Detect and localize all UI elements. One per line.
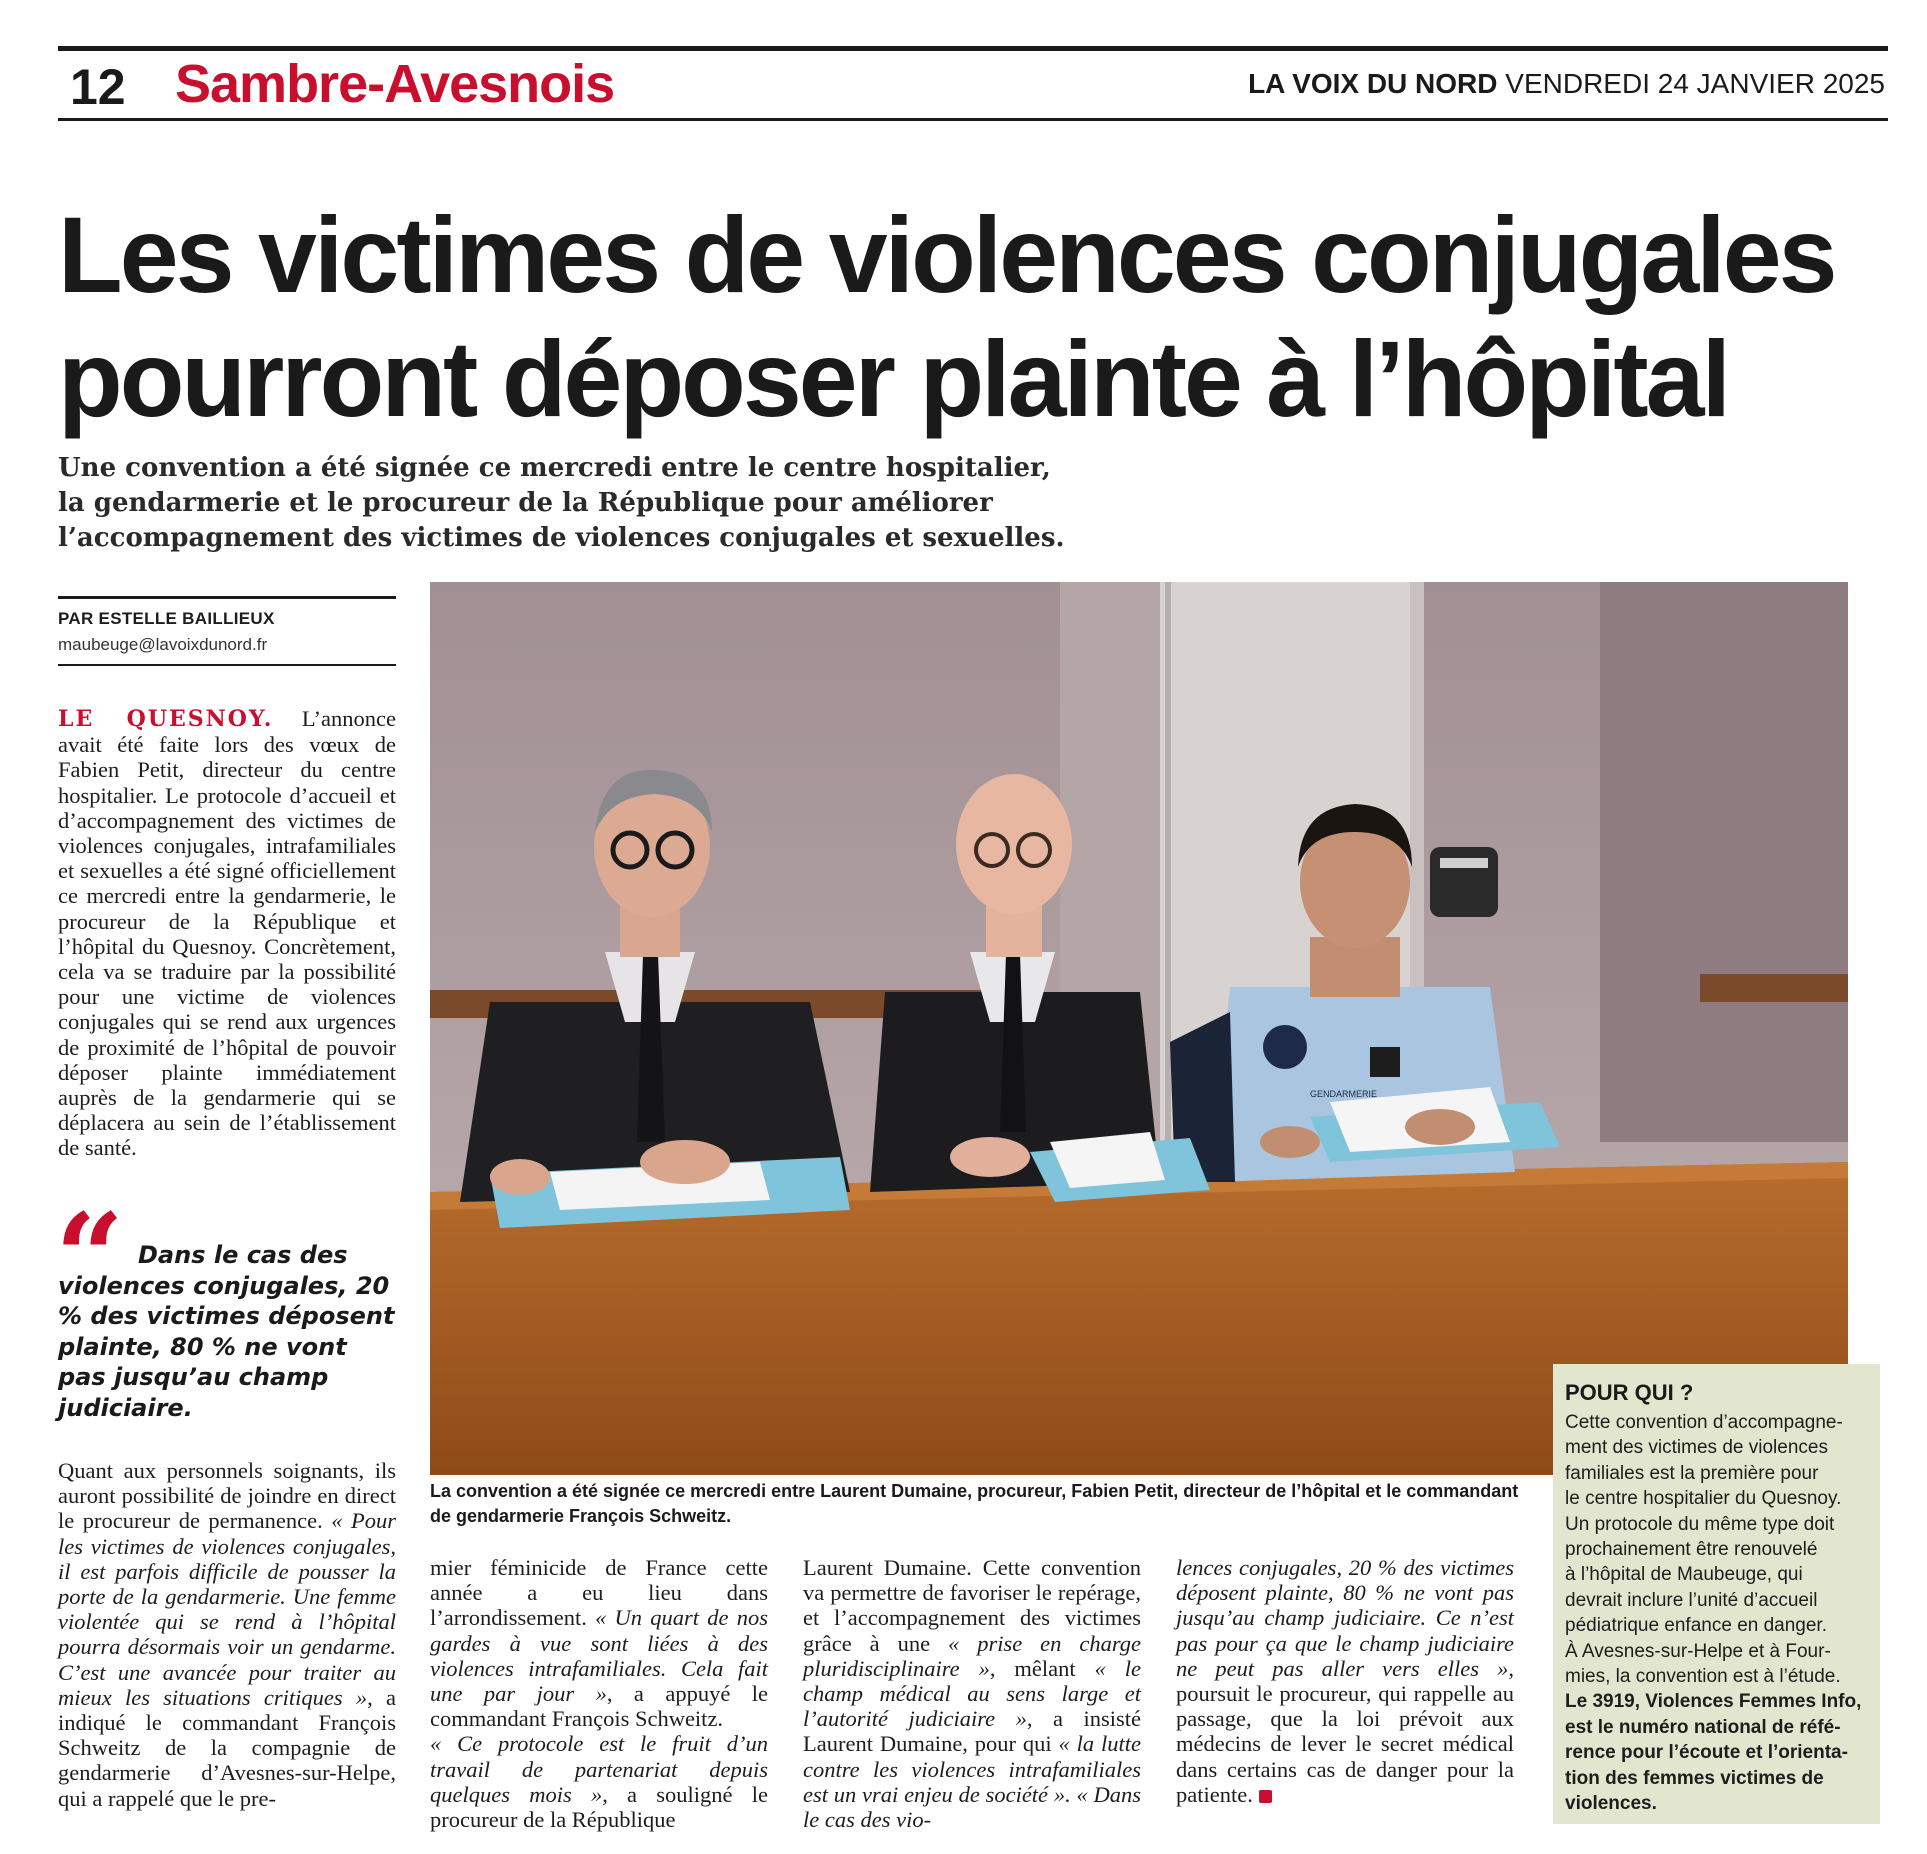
- column-3-text-a: Laurent Dumaine. Cette convention va permettre de favoriser le repérage, et l’accompagnement des victimes grâce à une: [803, 1555, 1141, 1656]
- byline-author: PAR ESTELLE BAILLIEUX: [58, 609, 275, 628]
- photo-caption: La convention a été signée ce mercredi entre Laurent Dumaine, procureur, Fabien Petit, directeur de l’hôpital et le commandant de gendarmerie François Schweitz.: [430, 1481, 1519, 1526]
- column-2-quote-2: « Ce protocole est le fruit d’un travail de partenariat depuis quelques mois »: [430, 1731, 768, 1807]
- sidebar-bold-line: rence pour l’écoute et l’orienta-: [1565, 1742, 1848, 1764]
- standfirst: [58, 451, 1065, 556]
- standfirst-line-2: la gendarmerie et le procureur de la République pour améliorer: [58, 488, 993, 518]
- dateline: LE QUESNOY.: [58, 706, 274, 732]
- issue-date: VENDREDI 24 JANVIER 2025: [1505, 68, 1885, 99]
- column-2-text-c: , a souligné le procureur de la République: [430, 1781, 768, 1833]
- column-3-text-c: , a insisté Laurent Dumaine, pour qui: [803, 1706, 1141, 1757]
- standfirst-line-3: l’accompagnement des victimes de violences conjugales et sexuelles.: [58, 523, 1065, 553]
- sidebar-bold-line: Le 3919, Violences Femmes Info,: [1565, 1691, 1862, 1713]
- signing-ceremony-photo: [430, 582, 1848, 1475]
- headline: [58, 193, 1881, 441]
- pull-quote-text: Dans le cas des violences conjugales, 20 % des victimes déposent plainte, 80 % ne vont pas jusqu’au champ judiciaire.: [58, 1241, 395, 1422]
- column-3-quote-1: « prise en charge pluridisciplinaire »: [803, 1630, 1141, 1681]
- column-3-quote-3: « la lutte contre les violences intrafamiliales est un vrai enjeu de société ». « Dans le cas des vio-: [803, 1731, 1141, 1833]
- sidebar-text: [1565, 1410, 1870, 1817]
- section-title: Sambre-Avesnois: [175, 54, 615, 114]
- sidebar-bold-line: tion des femmes victimes de: [1565, 1767, 1824, 1789]
- masthead-line: [1248, 68, 1885, 100]
- article-column-2: [430, 1555, 768, 1832]
- header-top-rule: [58, 46, 1888, 51]
- column-3-quote-2: « le champ médical au sens large et l’autorité judiciaire »: [803, 1655, 1141, 1732]
- sidebar-bold-line: est le numéro national de réfé-: [1565, 1716, 1841, 1738]
- article-photo: [430, 582, 1848, 1475]
- newspaper-name: LA VOIX DU NORD: [1248, 68, 1498, 99]
- paragraph-2-quote: « Pour les victimes de violences conjugales, il est parfois difficile de pousser la porte de la gendarmerie. Une femme violentée qui se rend à l’hôpital pourra désormais voir un gendarme. C’est une avancée pour traiter au mieux les situations critiques »: [58, 1508, 397, 1710]
- standfirst-line-1: Une convention a été signée ce mercredi entre le centre hospitalier,: [58, 453, 1051, 483]
- article-column-3: [803, 1555, 1141, 1832]
- sidebar-line: prochainement être renouvelé: [1565, 1539, 1818, 1561]
- sidebar-line: Un protocole du même type doit: [1565, 1513, 1835, 1535]
- column-2-quote-1: « Un quart de nos gardes à vue sont liées à des violences intrafamiliales. Cela fait une par jour »: [430, 1605, 768, 1707]
- headline-line-2: pourront déposer plainte à l’hôpital: [58, 318, 1729, 439]
- quote-mark-icon: “: [55, 1187, 125, 1328]
- sidebar-line: mies, la convention est à l’étude.: [1565, 1666, 1841, 1688]
- uniform-badge-text: GENDARMERIE: [1310, 1089, 1378, 1099]
- paragraph-1-text: L’annonce avait été faite lors des vœux de Fabien Petit, directeur du centre hospitalier. Le protocole d’accueil et d’accompagnement des victimes de violences conjugales, intrafamiliales et sexuelles a été signé officiellement ce mercredi entre la gendarmerie, le procureur de la République et l’hôpital du Quesnoy. Concrètement, cela va se traduire par la possibilité pour une victime de violences conjugales qui se rend aux urgences de proximité de l’hôpital de pouvoir déposer plainte immédiatement auprès de la gendarmerie qui se déplacera au sein de l’établissement de santé.: [58, 706, 396, 1161]
- column-4-quote: lences conjugales, 20 % des victimes déposent plainte, 80 % ne vont pas jusqu’au champ judiciaire. Ce n’est pas pour ça que le champ judiciaire ne peut pas aller vers elles »: [1176, 1555, 1514, 1681]
- sidebar-bold-line: violences.: [1565, 1793, 1657, 1815]
- column-2-text-a: mier féminicide de France cette année a eu lieu dans l’arrondissement.: [430, 1555, 768, 1631]
- article-paragraph-2: [58, 1458, 396, 1811]
- header-bottom-rule: [58, 118, 1888, 121]
- sidebar-line: Cette convention d’accompagne-: [1565, 1412, 1843, 1433]
- paragraph-2-text-a: Quant aux personnels soignants, ils auront possibilité de joindre en direct le procureur de permanence.: [58, 1458, 396, 1534]
- end-of-article-icon: [1259, 1790, 1272, 1803]
- byline-email[interactable]: maubeuge@lavoixdunord.fr: [58, 635, 268, 654]
- sidebar-line: devrait inclure l’unité d’accueil: [1565, 1589, 1818, 1611]
- paragraph-2-text-b: , a indiqué le commandant François Schweitz de la compagnie de gendarmerie d’Avesnes-sur-Helpe, qui a rappelé que le pre-: [58, 1684, 396, 1811]
- byline-rule-top: [58, 596, 396, 599]
- column-4-text: , poursuit le procureur, qui rappelle au passage, que la loi prévoit aux médecins de lever le secret médical dans certains cas de danger pour la patiente.: [1176, 1655, 1514, 1807]
- pull-quote: [58, 1240, 398, 1424]
- article-paragraph-1: [58, 706, 396, 1161]
- article-column-4: [1176, 1555, 1514, 1807]
- page-number: 12: [70, 59, 126, 115]
- sidebar-line: À Avesnes-sur-Helpe et à Four-: [1565, 1640, 1831, 1662]
- sidebar-title: POUR QUI ?: [1565, 1380, 1694, 1405]
- sidebar-line: pédiatrique enfance en danger.: [1565, 1615, 1827, 1637]
- headline-line-1: Les victimes de violences conjugales: [58, 194, 1835, 315]
- byline-rule-bottom: [58, 664, 396, 666]
- sidebar-line: le centre hospitalier du Quesnoy.: [1565, 1488, 1842, 1510]
- column-3-text-b: , mêlant: [989, 1655, 1095, 1681]
- column-2-text-b: , a appuyé le commandant François Schweitz.: [430, 1681, 769, 1732]
- sidebar-line: à l’hôpital de Maubeuge, qui: [1565, 1564, 1803, 1586]
- sidebar-line: familiales est la première pour: [1565, 1462, 1819, 1484]
- sidebar-line: ment des victimes de violences: [1565, 1437, 1828, 1459]
